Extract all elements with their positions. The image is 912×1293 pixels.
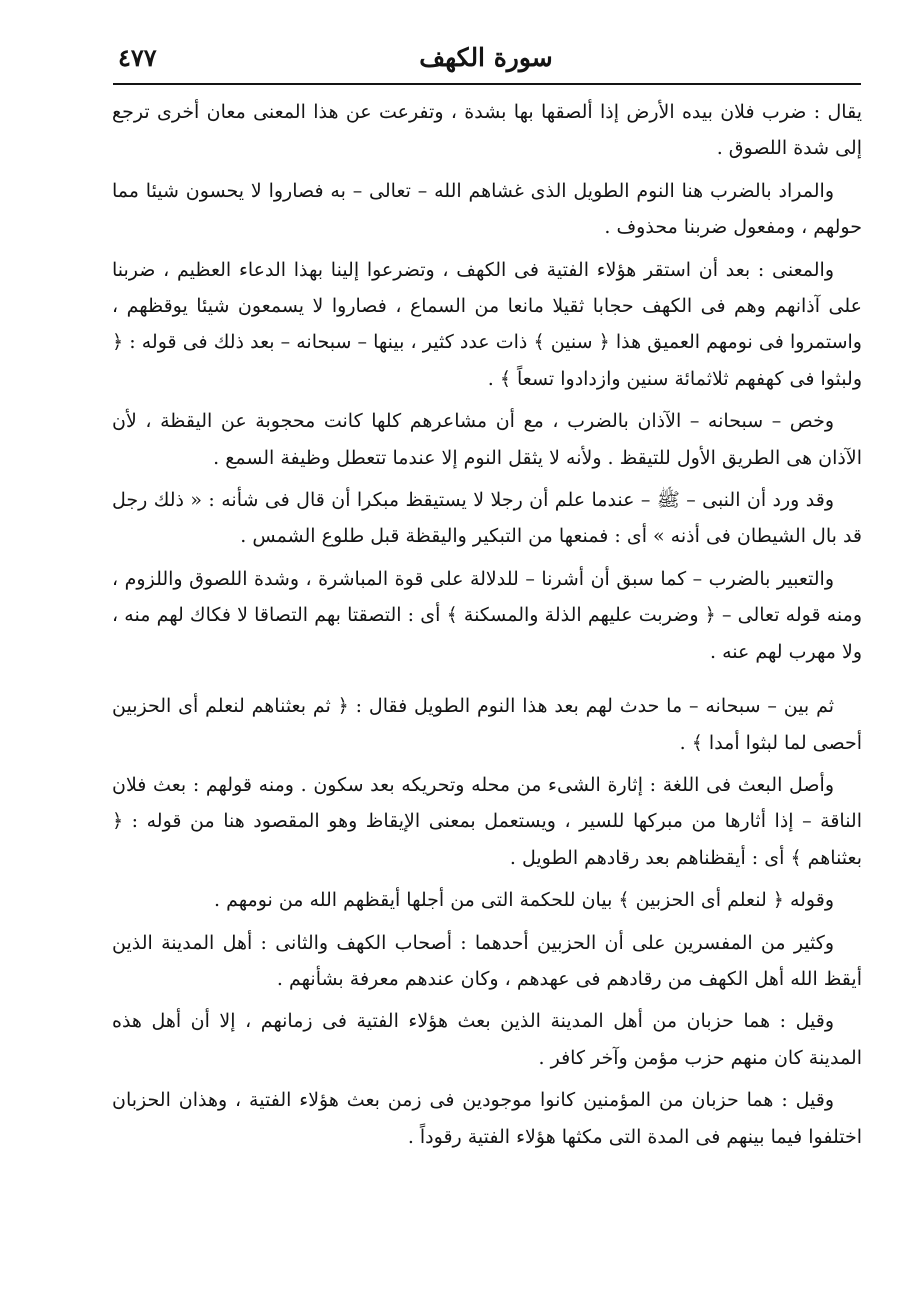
paragraph: وقيل : هما حزبان من أهل المدينة الذين بعث هؤلاء الفتية فى زمانهم ، إلا أن أهل هذه المدينة كان منهم حزب مؤمن وآخر كافر . bbox=[112, 1010, 862, 1069]
paragraph: وقوله ﴿ لنعلم أى الحزبين ﴾ بيان للحكمة التى من أجلها أيقظهم الله من نومهم . bbox=[214, 889, 834, 912]
paragraph: وقيل : هما حزبان من المؤمنين كانوا موجودين فى زمن بعث هؤلاء الفتية ، وهذان الحزبان اختلفوا فيما بينهم فى المدة التى مكثها هؤلاء الفتية رقوداً . bbox=[112, 1089, 862, 1148]
page-header bbox=[114, 38, 858, 78]
paragraph: وخص – سبحانه – الآذان بالضرب ، مع أن مشاعرهم كلها كانت محجوبة عن اليقظة ، لأن الآذان هى الطريق الأول للتيقظ . ولأنه لا يثقل النوم إلا عندما تتعطل وظيفة السمع . bbox=[112, 410, 862, 469]
body-text bbox=[112, 94, 862, 1161]
surah-title: سورة الكهف bbox=[419, 43, 553, 72]
paragraph: والمعنى : بعد أن استقر هؤلاء الفتية فى الكهف ، وتضرعوا إلينا بهذا الدعاء العظيم ، ضربنا على آذانهم وهم فى الكهف حجابا ثقيلا مانعا من السماع ، فصاروا لا يسمعون شيئا يوقظهم ، واستمروا فى نومهم العميق هذا ﴿ سنين ﴾ ذات عدد كثير ، بينها – سبحانه – بعد ذلك فى قوله : ﴿ ولبثوا فى كهفهم ثلاثمائة سنين وازدادوا تسعاً ﴾ . bbox=[112, 258, 862, 390]
paragraph: وكثير من المفسرين على أن الحزبين أحدهما : أصحاب الكهف والثانى : أهل المدينة الذين أيقظ الله أهل الكهف من رقادهم فى عهدهم ، وكان عندهم معرفة بشأنهم . bbox=[112, 931, 862, 990]
paragraph: والتعبير بالضرب – كما سبق أن أشرنا – للدلالة على قوة المباشرة ، وشدة اللصوق واللزوم ، ومنه قوله تعالى – ﴿ وضربت عليهم الذلة والمسكنة ﴾ أى : التصقتا بهم التصاقا لا فكاك لهم منه ، ولا مهرب لهم عنه . bbox=[112, 567, 862, 663]
paragraph: ثم بين – سبحانه – ما حدث لهم بعد هذا النوم الطويل فقال : ﴿ ثم بعثناهم لنعلم أى الحزبين أحصى لما لبثوا أمدا ﴾ . bbox=[112, 695, 862, 754]
page-number: ٤٧٧ bbox=[118, 43, 157, 72]
paragraph: والمراد بالضرب هنا النوم الطويل الذى غشاهم الله – تعالى – به فصاروا لا يحسون شيئا مما حولهم ، ومفعول ضربنا محذوف . bbox=[112, 179, 862, 239]
paragraph: وقد ورد أن النبى – ﷺ – عندما علم أن رجلا لا يستيقظ مبكرا أن قال فى شأنه : « ذلك رجل قد بال الشيطان فى أذنه » أى : فمنعها من التبكير واليقظة قبل طلوع الشمس . bbox=[112, 489, 862, 548]
paragraph: وأصل البعث فى اللغة : إثارة الشىء من محله وتحريكه بعد سكون . ومنه قولهم : بعث فلان الناقة – إذا أثارها من مبركها للسير ، ويستعمل بمعنى الإيقاظ وهو المقصود هنا من قوله : ﴿ بعثناهم ﴾ أى : أيقظناهم بعد رقادهم الطويل . bbox=[112, 773, 862, 869]
header-divider bbox=[113, 83, 861, 85]
paragraph: يقال : ضرب فلان بيده الأرض إذا ألصقها بها بشدة ، وتفرعت عن هذا المعنى معان أخرى ترجع إلى شدة اللصوق . bbox=[112, 101, 862, 160]
